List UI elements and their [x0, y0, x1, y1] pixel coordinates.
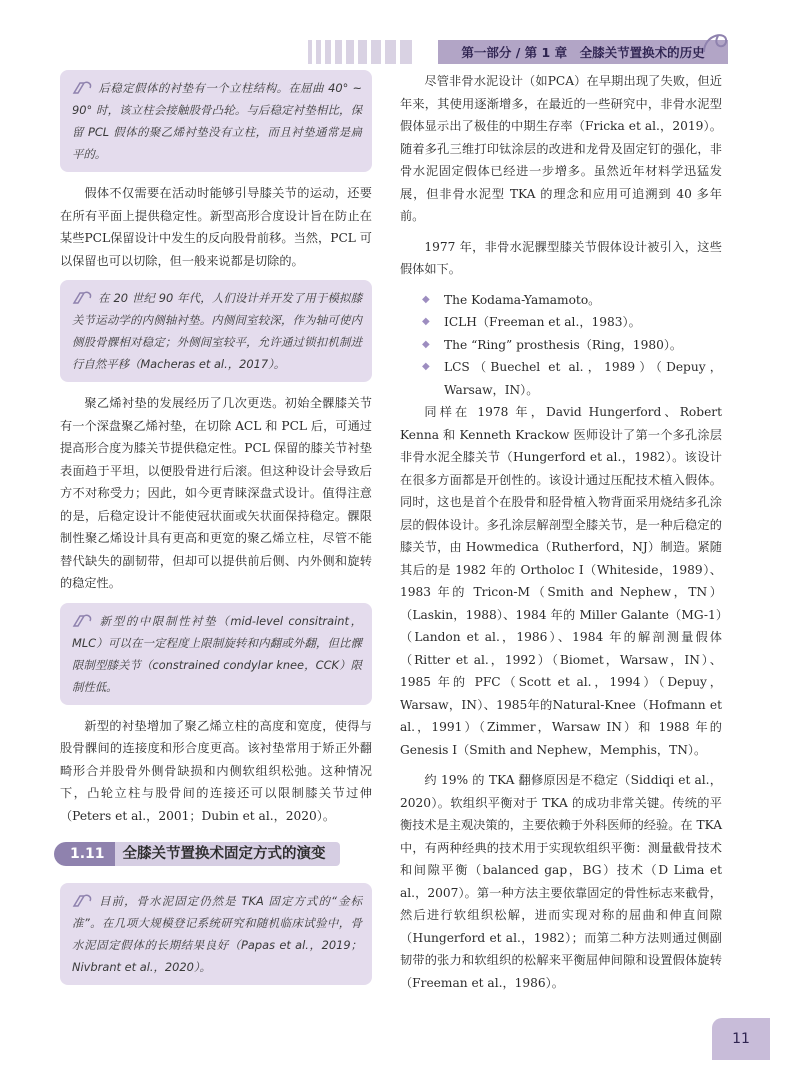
right-column: [400, 70, 722, 1002]
bullet-list: [422, 289, 722, 402]
paragraph: 尽管非骨水泥设计（如PCA）在早期出现了失败，但近年来，其使用逐渐增多，在最近的一些研究中，非骨水泥型假体显示出了极佳的中期生存率（Fricka et al.，2019）。随着多孔三维打印钛涂层的改进和龙骨及固定钉的强化，非骨水泥固定假体已经进一步增多。虽然近年材料学迅猛发展，但非骨水泥型 TKA 的理念和应用可追溯到 40 多年前。: [400, 74, 722, 223]
left-column: [60, 70, 372, 995]
list-item: ◆ The Kodama-Yamamoto。: [422, 289, 722, 312]
paragraph: 约 19% 的 TKA 翻修原因是不稳定（Siddiqi et al.，2020）。软组织平衡对于 TKA 的成功非常关键。传统的平衡技术是主观决策的，主要依赖于外科医师的经验。在 TKA 中，有两种经典的技术用于实现软组织平衡：测量截骨技术和间隙平衡（balanced gap，BG）技术（D Lima et al.，2007）。第一种方法主要依靠固定的骨性标志来截骨，然后进行软组织松解，进而实现对称的屈曲和伸直间隙（Hungerford et al.，1982）；而第二种方法则通过侧副韧带的张力和软组织的松解来平衡屈伸间隙和设置假体旋转（Freeman et al.，1986）。: [400, 773, 722, 990]
page-number: 11: [732, 1031, 750, 1047]
running-header: [438, 40, 728, 64]
section-heading: [54, 841, 372, 867]
note-box: [60, 883, 372, 985]
note-pen-icon: [72, 290, 94, 305]
list-item: ◆ LCS（Buechel et al.，1989）（Depuy，Warsaw，IN）。: [422, 356, 722, 401]
list-item: ◆ ICLH（Freeman et al.，1983）。: [422, 311, 722, 334]
note-text: 目前，骨水泥固定仍然是 TKA 固定方式的“金标准”。在几项大规模登记系统研究和随机临床试验中，骨水泥固定假体的长期结果良好（Papas et al.，2019；Nivbrant et al.，2020）。: [72, 894, 362, 974]
paragraph: 聚乙烯衬垫的发展经历了几次更迭。初始全髁膝关节有一个深盘聚乙烯衬垫，在切除 ACL 和 PCL 后，可通过提高形合度为膝关节提供稳定性。PCL 保留的膝关节衬垫表面趋于平坦，以便股骨进行后滚。但这种设计会导致后方不对称受力；因此，如今更青睐深盘式设计。值得注意的是，后稳定设计不能使冠状面或矢状面保持稳定。髁限制性聚乙烯设计具有更高和更宽的聚乙烯立柱，尽管不能替代缺失的副韧带，但却可以提供前后侧、内外侧和旋转的稳定性。: [60, 396, 372, 590]
paragraph: 同样在 1978 年，David Hungerford、Robert Kenna 和 Kenneth Krackow 医师设计了第一个多孔涂层非骨水泥全膝关节（Hungerford et al.，1982）。该设计在很多方面都是开创性的。该设计通过压配技术植入假体。同时，这也是首个在股骨和胫骨植入物背面采用烧结多孔涂层的假体设计。多孔涂层解剖型全膝关节，是一种后稳定的膝关节，由 Howmedica（Rutherford，NJ）制造。紧随其后的是 1982 年的 Ortholoc I（Whiteside，1989）、1983 年的 Tricon-M（Smith and Nephew，TN）（Laskin，1988）、1984 年的 Miller Galante（MG-1）（Landon et al.，1986）、1984 年的解剖测量假体（Ritter et al.，1992）（Biomet，Warsaw，IN）、1985 年的 PFC（Scott et al.，1994）（Depuy，Warsaw，IN）、1985年的Natural-Knee（Hofmann et al.，1991）（Zimmer，Warsaw IN）和 1988 年的 Genesis I（Smith and Nephew，Memphis，TN）。: [400, 405, 722, 757]
note-text: 后稳定假体的衬垫有一个立柱结构。在屈曲 40° ~ 90° 时，该立柱会接触股骨凸轮。与后稳定衬垫相比，保留 PCL 假体的聚乙烯衬垫没有立柱，而且衬垫通常是扁平的。: [72, 81, 362, 161]
list-item: ◆ The “Ring” prosthesis（Ring，1980）。: [422, 334, 722, 357]
paragraph: 1977 年，非骨水泥髁型膝关节假体设计被引入，这些假体如下。: [400, 239, 722, 276]
paragraph: 假体不仅需要在活动时能够引导膝关节的运动，还要在所有平面上提供稳定性。新型高形合度设计旨在防止在某些PCL保留设计中发生的反向股骨前移。当然，PCL 可以保留也可以切除，但一般来说都是切除的。: [60, 186, 372, 268]
note-pen-icon: [72, 613, 94, 628]
paragraph: 新型的衬垫增加了聚乙烯立柱的高度和宽度，使得与股骨髁间的连接度和形合度更高。该衬垫常用于矫正外翻畸形合并股骨外侧骨缺损和内侧软组织松弛。这种情况下，凸轮立柱与股骨间的连接还可以限制膝关节过伸（Peters et al.，2001；Dubin et al.，2020）。: [60, 718, 372, 823]
header-stripes: [308, 40, 438, 64]
note-pen-icon: [72, 80, 94, 95]
note-text: 在 20 世纪 90 年代，人们设计并开发了用于模拟膝关节运动学的内侧轴衬垫。内侧间室较深，作为轴可使内侧股骨髁相对稳定；外侧间室较平，允许通过锁扣机制进行自然平移（Macheras et al.，2017）。: [72, 291, 362, 371]
decorative-loop-icon: [700, 22, 734, 56]
note-box: [60, 280, 372, 382]
section-title: 全膝关节置换术固定方式的演变: [115, 842, 340, 866]
section-number: 1.11: [54, 842, 115, 866]
note-pen-icon: [72, 893, 94, 908]
note-text: 新型的中限制性衬垫（mid-level consitraint，MLC）可以在一定程度上限制旋转和内翻或外翻，但比髁限制型膝关节（constrained condylar knee，CCK）限制性低。: [72, 613, 362, 694]
note-box: [60, 603, 372, 705]
running-title: 第一部分 / 第 1 章 全膝关节置换术的历史: [461, 45, 705, 60]
note-box: [60, 70, 372, 172]
page-number-tab: [712, 1018, 770, 1060]
